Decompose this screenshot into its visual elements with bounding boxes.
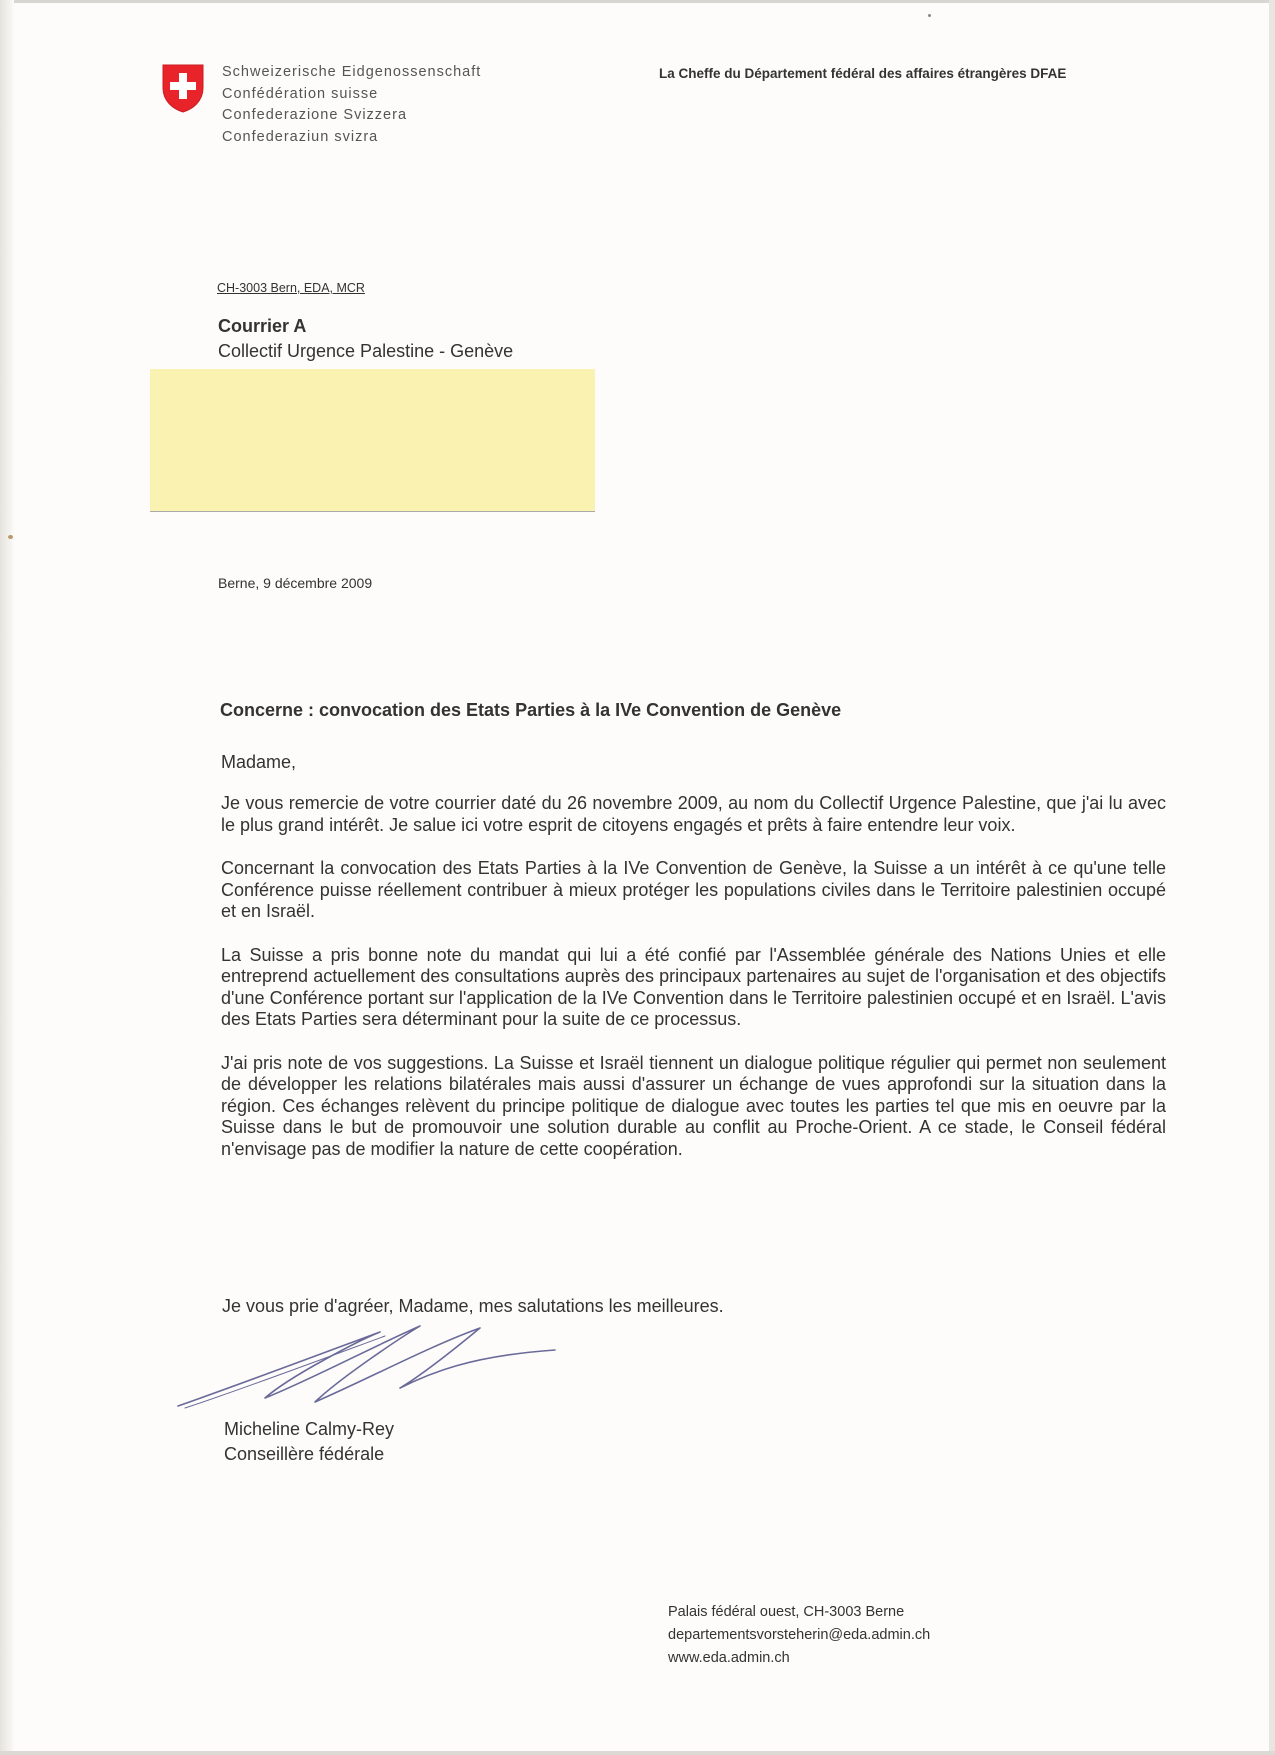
confederation-names bbox=[222, 62, 481, 148]
scan-speck bbox=[928, 14, 931, 17]
confederation-name-it: Confederazione Svizzera bbox=[222, 107, 408, 123]
sender-address-line: CH-3003 Bern, EDA, MCR bbox=[217, 281, 365, 295]
body-paragraph: La Suisse a pris bonne note du mandat qui lui a été confié par l'Assemblée générale des Nations Unies et elle entreprend actuellement des consultations auprès des principaux partenaires au sujet de l'organisation et des objectifs d'une Conférence portant sur l'application de la IVe Convention dans le Territoire palestinien occupé et en Israël. L'avis des Etats Parties sera déterminant pour la suite de ce processus. bbox=[221, 944, 1166, 1029]
scan-speck bbox=[8, 535, 13, 539]
signer-name: Micheline Calmy-Rey bbox=[224, 1419, 395, 1439]
footer-website: www.eda.admin.ch bbox=[668, 1650, 790, 1666]
footer-contact bbox=[668, 1601, 930, 1670]
scan-edge-top bbox=[0, 0, 1275, 3]
confederation-name-rm: Confederaziun svizra bbox=[222, 128, 379, 145]
mail-class: Courrier A bbox=[218, 316, 307, 336]
scan-edge-bottom bbox=[0, 1751, 1275, 1755]
department-heading: La Cheffe du Département fédéral des affaires étrangères DFAE bbox=[659, 66, 1067, 81]
salutation: Madame, bbox=[221, 752, 297, 772]
confederation-name-de: Schweizerische Eidgenossenschaft bbox=[222, 64, 482, 80]
swiss-shield-logo bbox=[160, 62, 206, 114]
recipient-name: Collectif Urgence Palestine - Genève bbox=[218, 341, 514, 361]
redacted-address-block bbox=[150, 369, 595, 512]
letter-date: Berne, 9 décembre 2009 bbox=[218, 575, 373, 591]
scan-edge-left bbox=[0, 0, 14, 1755]
scan-edge-right bbox=[1269, 0, 1275, 1755]
body-paragraph: Concernant la convocation des Etats Parties à la IVe Convention de Genève, la Suisse a un intérêt à ce qu'une telle Conférence puisse réellement contribuer à mieux protéger les populations civiles dans le Territoire palestinien occupé et en Israël. bbox=[221, 858, 1166, 921]
confederation-name-fr: Confédération suisse bbox=[222, 85, 379, 102]
closing-formula: Je vous prie d'agréer, Madame, mes salutations les meilleures. bbox=[222, 1296, 724, 1316]
body-paragraph: J'ai pris note de vos suggestions. La Suisse et Israël tiennent un dialogue politique régulier qui permet non seulement de développer les relations bilatérales mais aussi d'assurer un échange de vues approfondi sur la situation dans la région. Ces échanges relèvent du principe politique de dialogue avec toutes les parties tel que mis en oeuvre par la Suisse dans le but de promouvoir une solution durable au conflit au Proche-Orient. A ce stade, le Conseil fédéral n'envisage pas de modifier la nature de cette coopération. bbox=[221, 1052, 1166, 1159]
body-paragraph: Je vous remercie de votre courrier daté du 26 novembre 2009, au nom du Collectif Urgence Palestine, que j'ai lu avec le plus grand intérêt. Je salue ici votre esprit de citoyens engagés et prêts à faire entendre leur voix. bbox=[221, 793, 1166, 835]
handwritten-signature bbox=[170, 1318, 570, 1418]
footer-address: Palais fédéral ouest, CH-3003 Berne bbox=[668, 1604, 905, 1620]
signer-title: Conseillère fédérale bbox=[224, 1444, 385, 1464]
letter-subject: Concerne : convocation des Etats Parties à la IVe Convention de Genève bbox=[220, 700, 842, 720]
letter-body bbox=[221, 793, 1166, 1182]
footer-email: departementsvorsteherin@eda.admin.ch bbox=[668, 1627, 931, 1643]
